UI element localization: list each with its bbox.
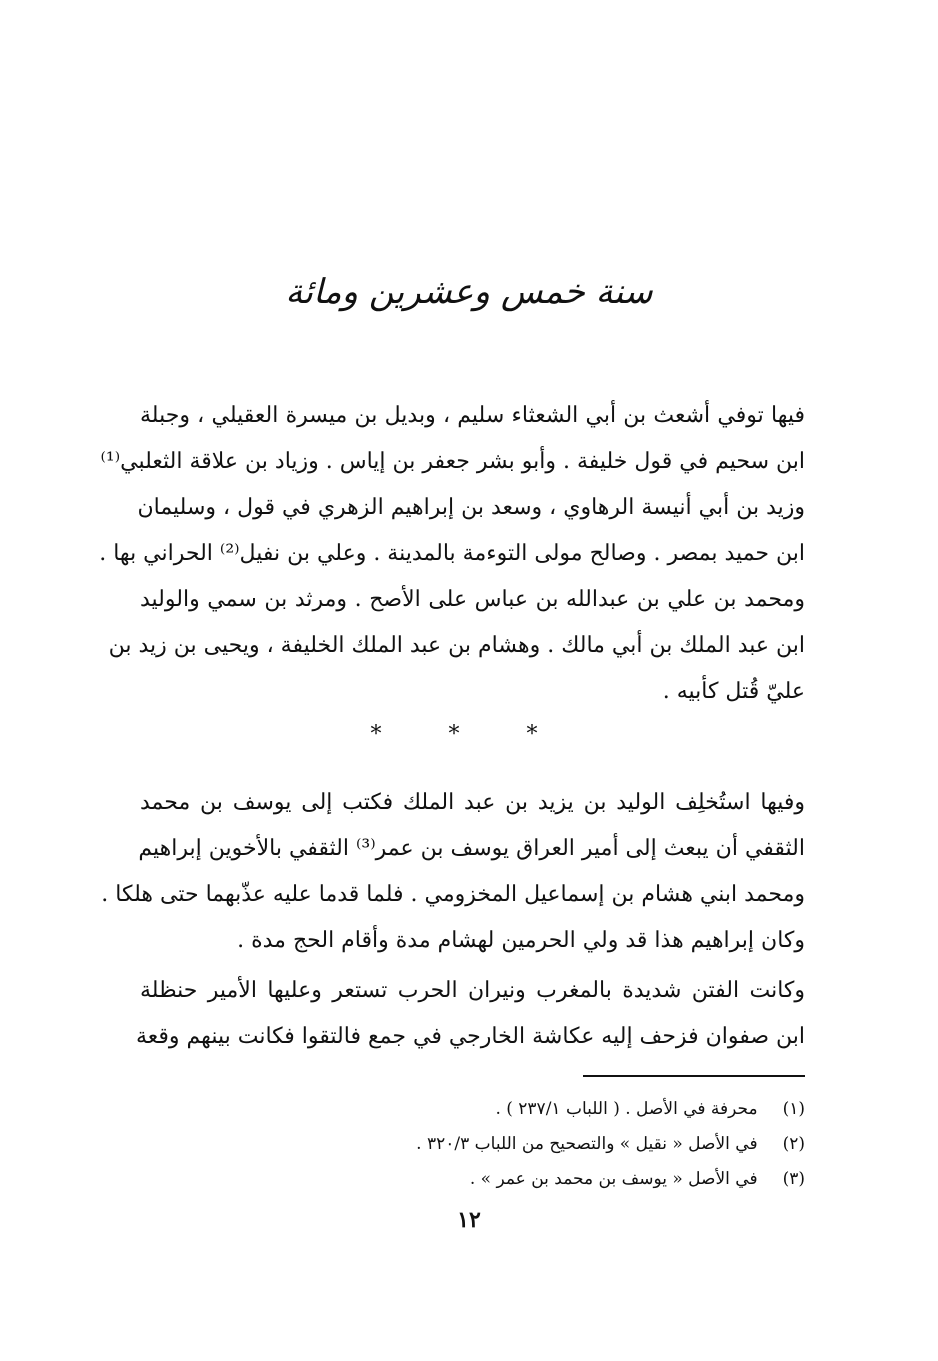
footnote	[140, 1127, 805, 1162]
footnote-number: (٢)	[782, 1134, 805, 1154]
text-line: وكان إبراهيم هذا قد ولي الحرمين لهشام مدة وأقام الحج مدة .	[237, 928, 805, 953]
text-line: ابن عبد الملك بن أبي مالك . وهشام بن عبد الملك الخليفة ، ويحيى بن زيد بن	[108, 633, 805, 658]
text-line: وكانت الفتن شديدة بالمغرب ونيران الحرب تستعر وعليها الأمير حنظلة	[140, 978, 805, 1003]
text-line: ابن صفوان فزحف إليه عكاشة الخارجي في جمع فالتقوا فكانت بينهم وقعة	[136, 1024, 805, 1049]
footnote	[140, 1162, 805, 1197]
footnote-number: (٣)	[782, 1169, 805, 1189]
section-separator: * * *	[370, 722, 568, 747]
paragraph-maghreb	[136, 968, 805, 1060]
text-line: فيها توفي أشعث بن أبي الشعثاء سليم ، وبديل بن ميسرة العقيلي ، وجبلة	[140, 403, 805, 428]
footnote-text: في الأصل « يوسف بن محمد بن عمر » .	[469, 1169, 758, 1189]
text-line: ابن سحيم في قول خليفة . وأبو بشر جعفر بن إياس . وزياد بن علاقة الثعلبي⁽¹⁾	[100, 449, 805, 474]
footnote-divider	[583, 1075, 805, 1077]
text-line: ومحمد ابني هشام بن إسماعيل المخزومي . فلما قدما عليه عذّبهما حتى هلكا .	[101, 882, 805, 907]
footnote-number: (١)	[782, 1099, 805, 1119]
footnote	[140, 1092, 805, 1127]
text-line: ومحمد بن علي بن عبدالله بن عباس على الأصح . ومرثد بن سمي والوليد	[140, 587, 805, 612]
text-line: ابن حميد بمصر . وصالح مولى التوءمة بالمدينة . وعلي بن نفيل⁽²⁾ الحراني بها .	[99, 541, 805, 566]
paragraph-deaths	[99, 393, 805, 715]
text-line: وفيها استُخلِف الوليد بن يزيد بن عبد الملك فكتب إلى يوسف بن محمد	[140, 790, 805, 815]
footnote-text: في الأصل « نقيل » والتصحيح من اللباب ٣٢٠/٣ .	[416, 1134, 758, 1154]
chapter-title: سنة خمس وعشرين ومائة	[285, 272, 653, 312]
page-number: ١٢	[457, 1207, 481, 1233]
text-line: عليّ قُتل كأبيه .	[662, 679, 805, 704]
paragraph-succession	[101, 780, 805, 964]
footnote-text: محرفة في الأصل . ( اللباب ٢٣٧/١ ) .	[495, 1099, 758, 1119]
text-line: وزيد بن أبي أنيسة الرهاوي ، وسعد بن إبراهيم الزهري في قول ، وسليمان	[137, 495, 805, 520]
text-line: الثقفي أن يبعث إلى أمير العراق يوسف بن عمر⁽³⁾ الثقفي بالأخوين إبراهيم	[138, 836, 805, 861]
footnotes	[140, 1092, 805, 1197]
